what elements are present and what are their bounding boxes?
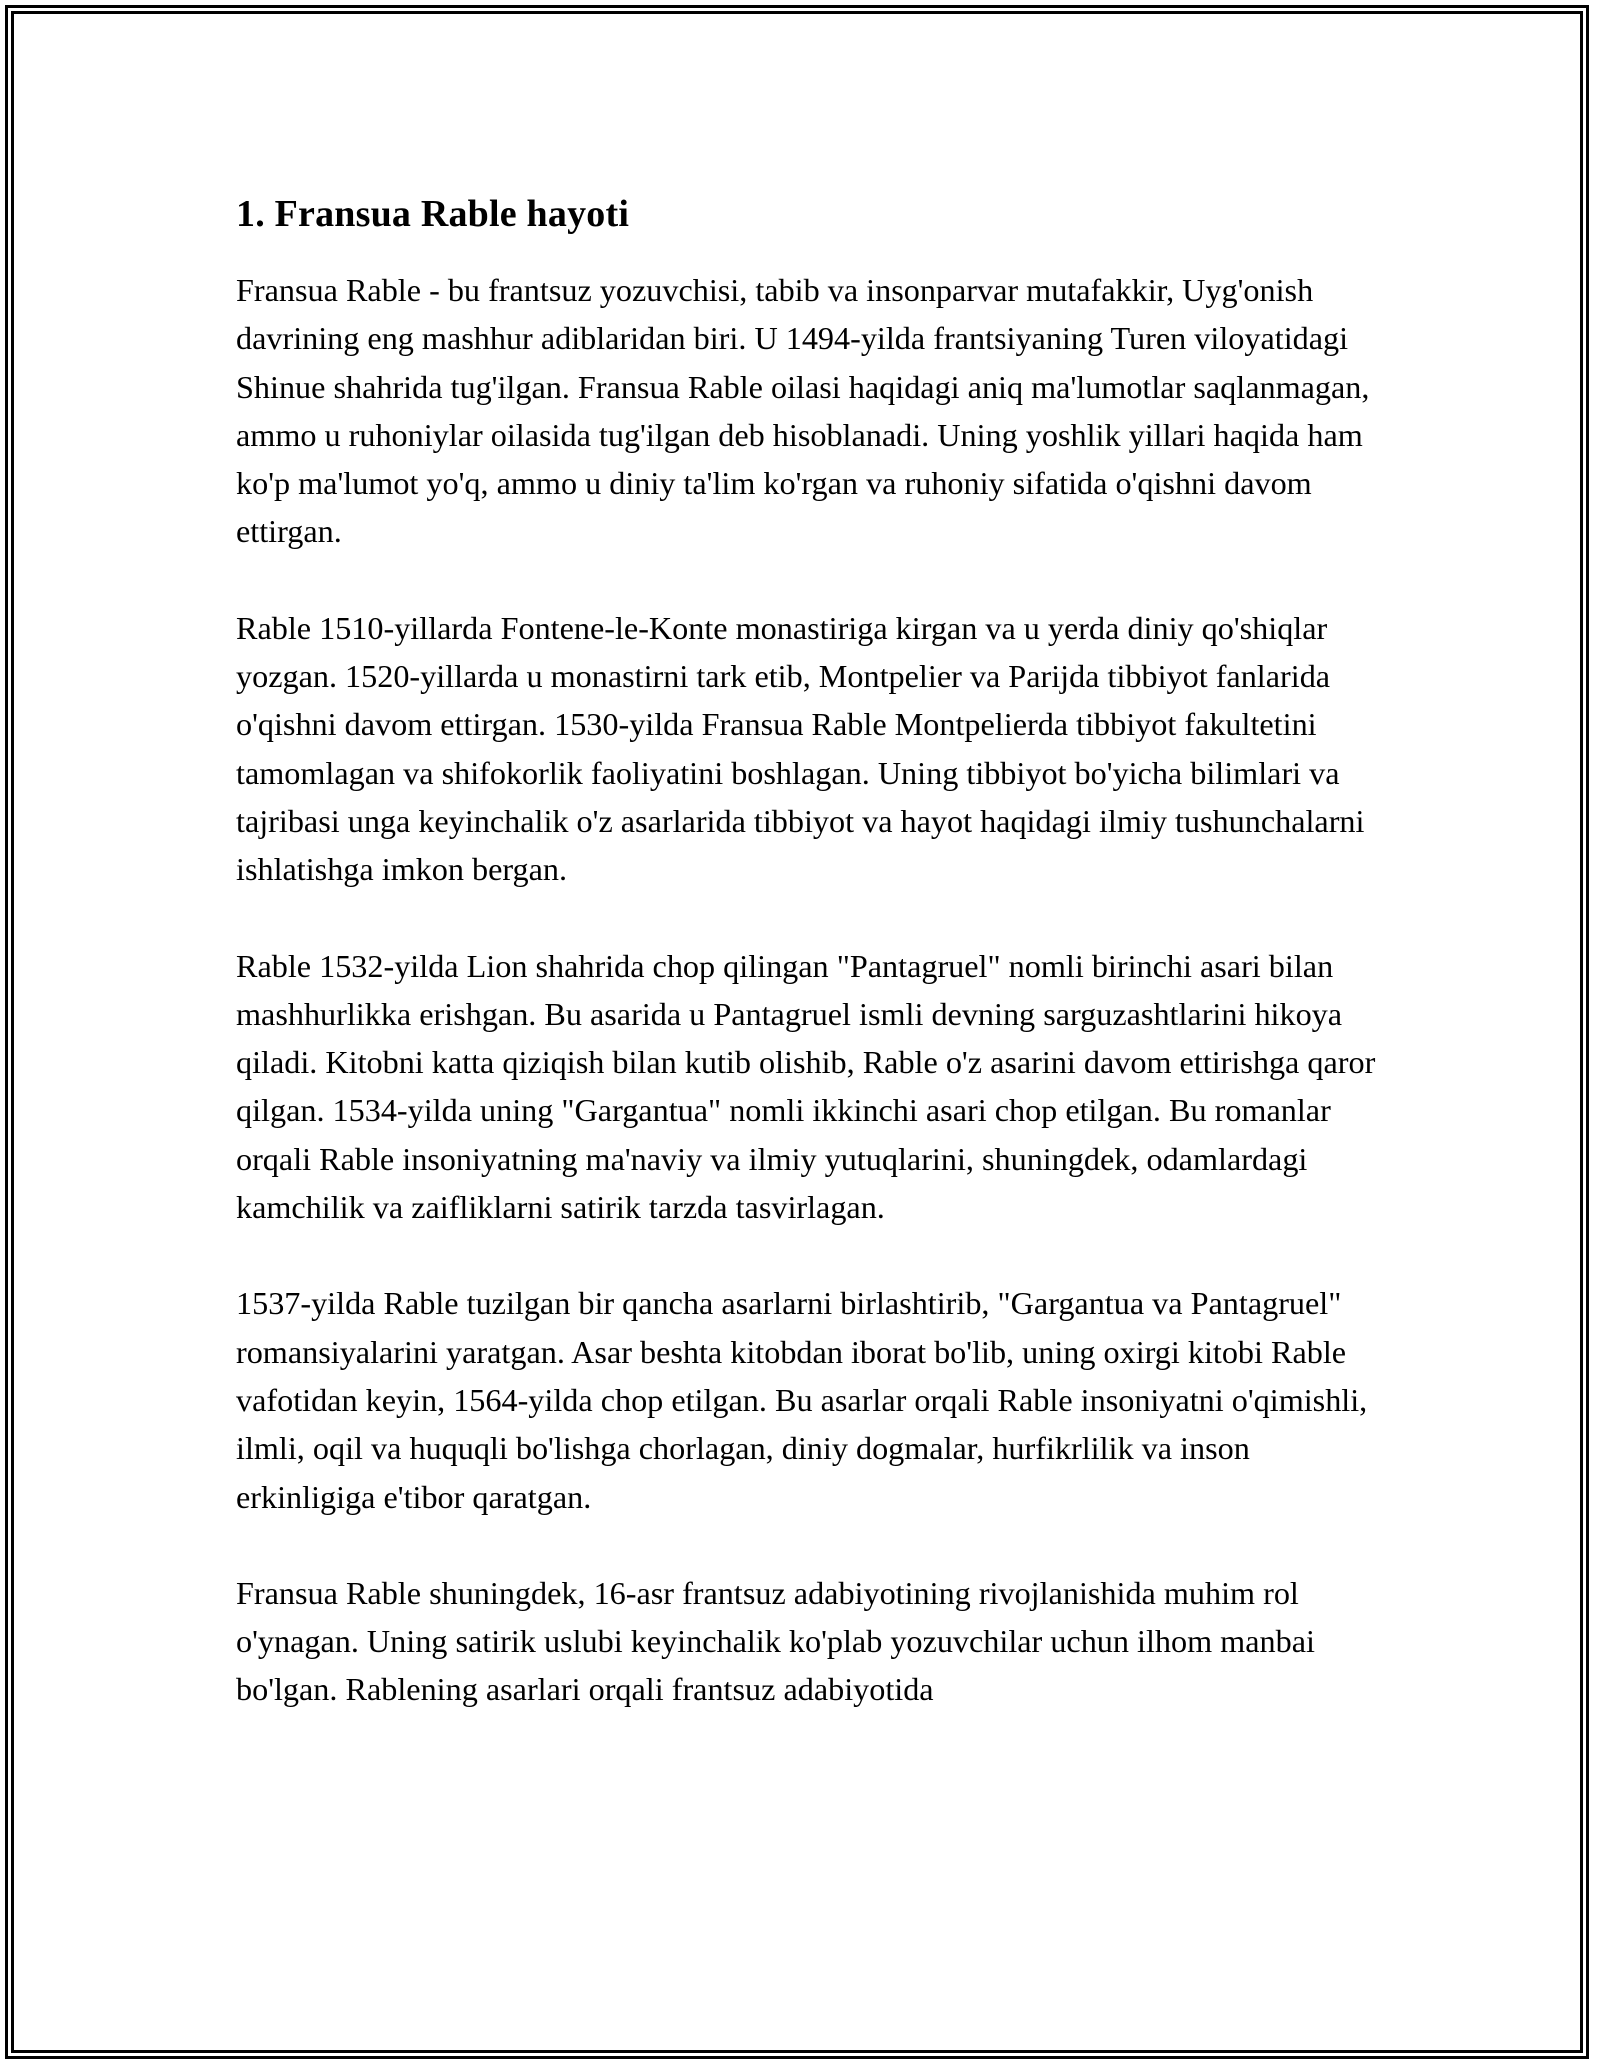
document-body [236, 188, 1386, 1762]
paragraph-legacy: Fransua Rable shuningdek, 16-asr frantsuz adabiyotining rivojlanishida muhim rol o'ynagan. Uning satirik uslubi keyinchalik ko'plab yozuvchilar uchun ilhom manbai bo'lgan. Rablening asarlari orqali frantsuz adabiyotida [236, 1574, 1315, 1708]
paragraph-early-life: Fransua Rable - bu frantsuz yozuvchisi, tabib va insonparvar mutafakkir, Uyg'onish davrining eng mashhur adiblaridan biri. U 1494-yilda frantsiyaning Turen viloyatidagi Shinue shahrida tug'ilgan. Fransua Rable oilasi haqidagi aniq ma'lumotlar saqlanmagan, ammo u ruhoniylar oilasida tug'ilgan deb hisoblanadi. Uning yoshlik yillari haqida ham ko'p ma'lumot yo'q, ammo u diniy ta'lim ko'rgan va ruhoniy sifatida o'qishni davom ettirgan. [236, 272, 1370, 550]
paragraph-education: Rable 1510-yillarda Fontene-le-Konte monastiriga kirgan va u yerda diniy qo'shiqlar yozgan. 1520-yillarda u monastirni tark etib, Montpelier va Parijda tibbiyot fanlarida o'qishni davom ettirgan. 1530-yilda Fransua Rable Montpelierda tibbiyot fakultetini tamomlagan va shifokorlik faoliyatini boshlagan. Uning tibbiyot bo'yicha bilimlari va tajribasi unga keyinchalik o'z asarlarida tibbiyot va hayot haqidagi ilmiy tushunchalarni ishlatishga imkon bergan. [236, 609, 1365, 888]
paragraph-gargantua-pantagruel: 1537-yilda Rable tuzilgan bir qancha asarlarni birlashtirib, "Gargantua va Pantagruel" romansiyalarini yaratgan. Asar beshta kitobdan iborat bo'lib, uning oxirgi kitobi Rable vafotidan keyin, 1564-yilda chop etilgan. Bu asarlar orqali Rable insoniyatni o'qimishli, ilmli, oqil va huquqli bo'lishga chorlagan, diniy dogmalar, hurfikrlilik va inson erkinligiga e'tibor qaratgan. [236, 1285, 1368, 1515]
paragraph-pantagruel: Rable 1532-yilda Lion shahrida chop qilingan "Pantagruel" nomli birinchi asari bilan mashhurlikka erishgan. Bu asarida u Pantagruel ismli devning sarguzashtlarini hikoya qiladi. Kitobni katta qiziqish bilan kutib olishib, Rable o'z asarini davom ettirishga qaror qilgan. 1534-yilda uning "Gargantua" nomli ikkinchi asari chop etilgan. Bu romanlar orqali Rable insoniyatning ma'naviy va ilmiy yutuqlarini, shuningdek, odamlardagi kamchilik va zaifliklarni satirik tarzda tasvirlagan. [236, 947, 1376, 1226]
section-title: 1. Fransua Rable hayoti [236, 193, 630, 235]
